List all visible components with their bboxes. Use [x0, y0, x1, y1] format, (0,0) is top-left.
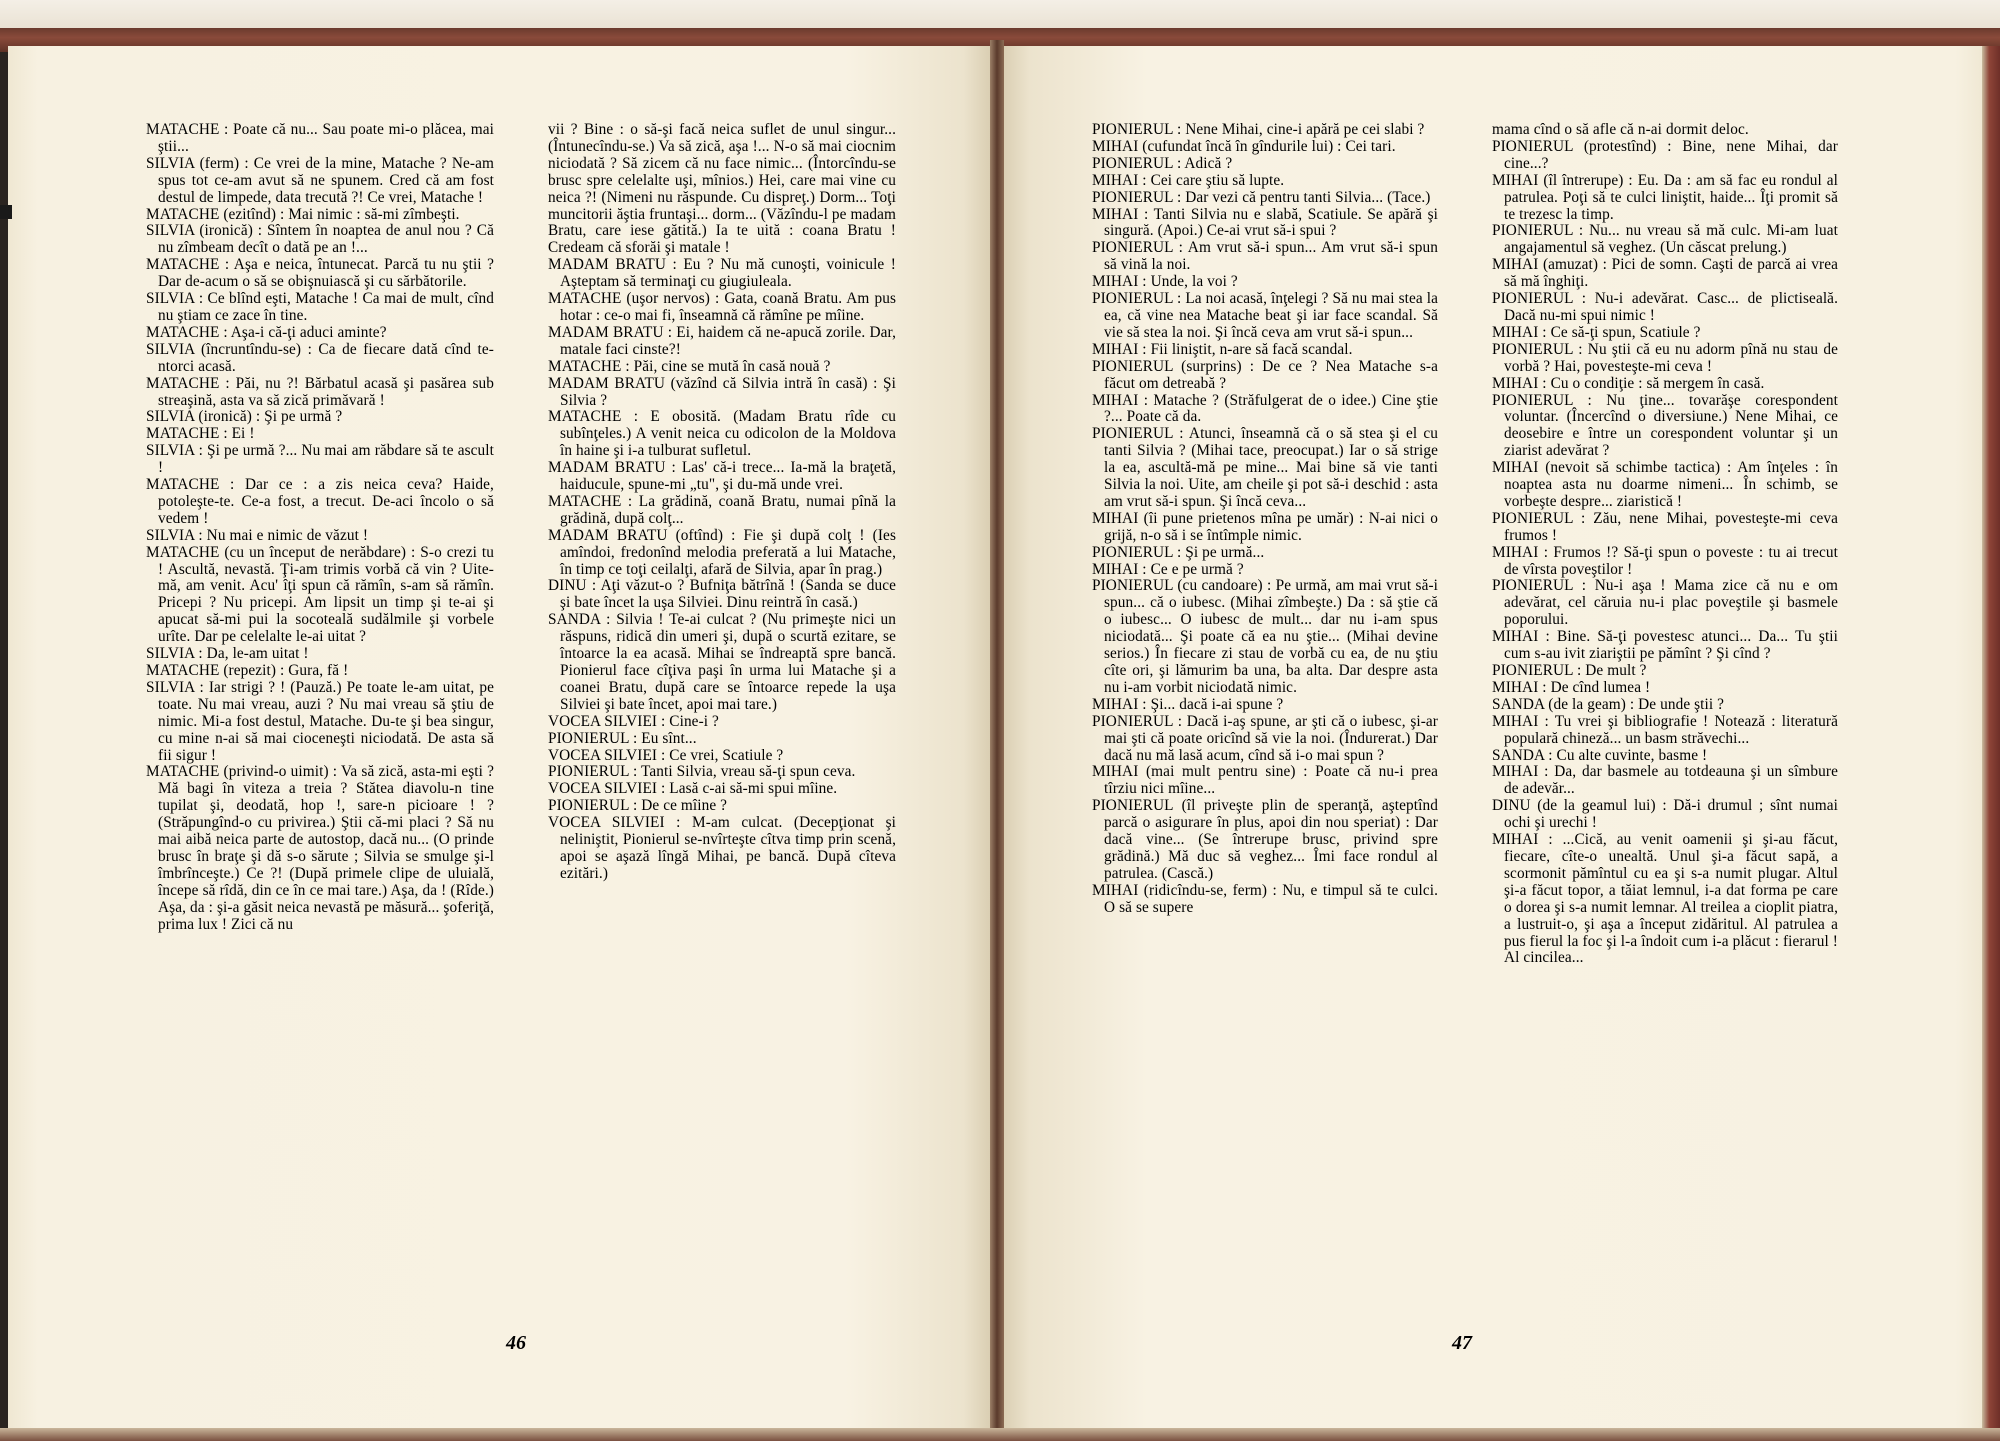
dialogue-line: DINU (de la geamul lui) : Dă-i drumul ; sînt numai ochi şi urechi !: [1492, 797, 1838, 832]
dialogue-line: vii ? Bine : o să-şi facă neica suflet de unul singur... (Întunecîndu-se.) Va să zică, aşa !... N-o să mai ciocnim niciodată ? Să zicem că nu face nimic... (Întorcîndu-se brusc spre celelalte uşi, mînios.) Hei, care mai vine cu neica ?! (Nimeni nu răspunde. Cu dispreţ.) Dorm... Toţi muncitorii ăştia fruntaşi... dorm... (Văzîndu-l pe madam Bratu, care iese gătită.) Ia te uită : coana Bratu ! Credeam că sforăi şi matale !: [548, 121, 896, 257]
dialogue-line: DINU : Aţi văzut-o ? Bufniţa bătrînă ! (Sanda se duce şi bate încet la uşa Silviei. Dinu reintră în casă.): [548, 577, 896, 612]
book-edge-right: [1982, 46, 2000, 1441]
dialogue-line: SILVIA : Ce blînd eşti, Matache ! Ca mai de mult, cînd nu ştiam ce zace în tine.: [146, 290, 494, 324]
dialogue-line: PIONIERUL : Zău, nene Mihai, povesteşte-mi ceva frumos !: [1492, 509, 1838, 544]
dialogue-line: MIHAI (cufundat încă în gîndurile lui) : Cei tari.: [1092, 137, 1396, 155]
dialogue-line: SILVIA (ferm) : Ce vrei de la mine, Matache ? Ne-am spus tot ce-am avut să ne spunem. Cred că am fost destul de limpede, data trecută ?! Ce vrei, Matache !: [146, 154, 494, 206]
right-page-column-2: [1492, 122, 1838, 967]
dialogue-line: SILVIA (încruntîndu-se) : Ca de fiecare dată cînd te-ntorci acasă.: [146, 340, 494, 375]
dialogue-line: MIHAI (mai mult pentru sine) : Poate că nu-i prea tîrziu nici mîine...: [1092, 763, 1438, 798]
dialogue-line: VOCEA SILVIEI : Ce vrei, Scatiule ?: [548, 746, 784, 764]
dialogue-line: PIONIERUL : De mult ?: [1492, 662, 1647, 679]
dialogue-line: MIHAI : ...Cică, au venit oamenii şi şi-au făcut, fiecare, cîte-o unealtă. Unul şi-a făcut sapă, a scormonit pămîntul cu ea şi s-a numit plugar. Altul şi-a făcut topor, a tăiat lemnul, i-a dat forma pe care o dorea şi s-a numit lemnar. Al treilea a cioplit piatra, a lustruit-o, şi aşa a început zidăritul. Al patrulea a pus fierul la foc şi l-a îndoit cum i-a plăcut : fierarul ! Al cincilea...: [1492, 831, 1838, 967]
dialogue-line: MATACHE : Ei !: [146, 425, 255, 443]
dialogue-line: SILVIA (ironică) : Sîntem în noaptea de anul nou ? Că nu zîmbeam decît o dată pe an !...: [146, 222, 494, 257]
dialogue-line: MATACHE (cu un început de nerăbdare) : S-o crezi tu ! Ascultă, nevastă. Ţi-am trimis vorbă că vin ? Uite-mă, am venit. Acu' îţi spun că rămîn, s-am să rămîn. Pricepi ? Nu pricepi. Am lipsit un timp şi te-ai şi apucat să-mi pui la socoteală sudălmile şi vorbele urîte. Dar pe celelalte le-ai uitat ?: [146, 543, 494, 646]
dialogue-line: MIHAI : Tu vrei şi bibliografie ! Notează : literatură populară chineză... un basm străvechi...: [1492, 712, 1838, 747]
dialogue-line: MIHAI : Şi... dacă i-ai spune ?: [1092, 695, 1284, 713]
dialogue-line: MATACHE : La grădină, coană Bratu, numai pînă la grădină, după colţ...: [548, 492, 896, 527]
dialogue-line: VOCEA SILVIEI : Lasă c-ai să-mi spui mîine.: [548, 780, 838, 798]
dialogue-line: MIHAI : Fii liniştit, n-are să facă scandal.: [1092, 340, 1353, 358]
dialogue-line: PIONIERUL : Nu ştii că eu nu adorm pînă nu stau de vorbă ? Hai, povesteşte-mi ceva !: [1492, 340, 1838, 375]
dialogue-line: SANDA : Silvia ! Te-ai culcat ? (Nu primeşte nici un răspuns, ridică din umeri şi, după o scurtă ezitare, se întoarce la ea acasă. Mihai se îndreaptă spre bancă. Pionierul face cîţiva paşi în urma lui Matache şi a coanei Bratu, după care se întoarce repede la uşa Silviei şi bate încet, apoi mai tare.): [548, 611, 896, 713]
dialogue-line: PIONIERUL : Nu... nu vreau să mă culc. Mi-am luat angajamentul să veghez. (Un căscat prelung.): [1492, 222, 1838, 257]
dialogue-line: MATACHE : E obosită. (Madam Bratu rîde cu subînţeles.) A venit neica cu odicolon de la Moldova în haine şi i-a tulburat sufletul.: [548, 408, 896, 460]
dialogue-line: MIHAI : Ce e pe urmă ?: [1092, 560, 1244, 578]
dialogue-line: MIHAI : Unde, la voi ?: [1092, 273, 1238, 291]
dialogue-line: PIONIERUL : Am vrut să-i spun... Am vrut să-i spun să vină la noi.: [1092, 239, 1438, 274]
dialogue-line: MATACHE (uşor nervos) : Gata, coană Bratu. Am pus hotar : ce-o mai fi, înseamnă că rămîne pe mîine.: [548, 290, 896, 324]
dialogue-line: MATACHE : Poate că nu... Sau poate mi-o plăcea, mai ştii...: [146, 121, 494, 155]
dialogue-line: SILVIA : Da, le-am uitat !: [146, 645, 309, 663]
dialogue-line: MADAM BRATU : Ei, haidem că ne-apucă zorile. Dar, matale faci cinste?!: [548, 323, 896, 358]
dialogue-line: PIONIERUL : Şi pe urmă...: [1092, 543, 1265, 561]
dialogue-line: PIONIERUL (cu candoare) : Pe urmă, am mai vrut să-i spun... că o iubesc. (Mihai zîmbeşte.) Da : să ştie că o iubesc... O iubesc de mult... dar nu i-am spus niciodată... Şi poate că ea nu ştie... (Mihai devine serios.) În fiecare zi stau de vorbă cu ea, de nu ştiu cîte ori, şi lămurim ba una, ba alta. Dar despre asta nu i-am vorbit niciodată nimic.: [1092, 577, 1438, 696]
dialogue-line: MATACHE : Aşa-i că-ţi aduci aminte?: [146, 323, 387, 341]
dialogue-line: PIONIERUL : Adică ?: [1092, 154, 1233, 172]
dialogue-line: MATACHE : Păi, cine se mută în casă nouă ?: [548, 357, 831, 375]
dialogue-line: MIHAI : Bine. Să-ţi povestesc atunci... Da... Tu ştii cum s-au ivit ziariştii pe pămînt ? Şi cînd ?: [1492, 628, 1838, 663]
book-edge-bottom: [0, 1428, 2000, 1441]
dialogue-line: MIHAI : Da, dar basmele au totdeauna şi un sîmbure de adevăr...: [1492, 763, 1838, 798]
dialogue-line: PIONIERUL : De ce mîine ?: [548, 797, 728, 815]
left-page-column-2: [548, 122, 896, 883]
dialogue-line: MADAM BRATU (oftînd) : Fie şi după colţ ! (Ies amîndoi, fredonînd melodia preferată a lui Matache, în timp ce toţi ceilalţi, afară de Silvia, apar în prag.): [548, 526, 896, 578]
dialogue-line: SILVIA : Iar strigi ? ! (Pauză.) Pe toate le-am uitat, pe toate. Nu mai vreau, auzi ? Nu mai vreau să ştiu de nimic. Mi-a fost destul, Matache. Du-te şi bea singur, cu mine n-ai să mai cioceneşti niciodată. De asta să fii sigur !: [146, 678, 494, 764]
dialogue-line: MIHAI : De cînd lumea !: [1492, 678, 1651, 696]
dialogue-line: VOCEA SILVIEI : Cine-i ?: [548, 712, 719, 730]
dialogue-line: MIHAI : Cei care ştiu să lupte.: [1092, 171, 1285, 189]
dialogue-line: MIHAI : Tanti Silvia nu e slabă, Scatiule. Se apără şi singură. (Apoi.) Ce-ai vrut să-i spui ?: [1092, 205, 1438, 240]
dialogue-line: VOCEA SILVIEI : M-am culcat. (Decepţionat şi neliniştit, Pionierul se-nvîrteşte cîtva timp prin scenă, apoi se aşază lîngă Mihai, pe bancă. După cîteva ezitări.): [548, 814, 896, 882]
dialogue-line: SILVIA (ironică) : Şi pe urmă ?: [146, 408, 343, 426]
dialogue-line: MIHAI : Matache ? (Străfulgerat de o idee.) Cine ştie ?... Poate că da.: [1092, 391, 1438, 426]
dialogue-line: MATACHE (repezit) : Gura, fă !: [146, 662, 349, 679]
dialogue-line: PIONIERUL : Nu ţine... tovarăşe corespondent voluntar. (Încercînd o diversiune.) Nene Mihai, ce deosebire e între un corespondent voluntar şi un ziarist adevărat ?: [1492, 391, 1838, 460]
dialogue-line: MADAM BRATU : Las' că-i trece... Ia-mă la braţetă, haiducule, spune-mi „tu", şi du-mă unde vrei.: [548, 459, 896, 494]
dialogue-line: PIONIERUL : Dar vezi că pentru tanti Silvia... (Tace.): [1092, 188, 1431, 206]
dialogue-line: MIHAI (ridicîndu-se, ferm) : Nu, e timpul să te culci. O să se supere: [1092, 881, 1438, 916]
dialogue-line: PIONIERUL : La noi acasă, înţelegi ? Să nu mai stea la ea, că vine nea Matache beat şi iar face scandal. Să vie să stea la noi. Şi încă ceva am vrut să-i spun...: [1092, 290, 1438, 341]
dialogue-line: mama cînd o să afle că n-ai dormit deloc.: [1492, 121, 1749, 138]
dialogue-line: PIONIERUL : Tanti Silvia, vreau să-ţi spun ceva.: [548, 763, 856, 781]
dialogue-line: PIONIERUL (surprins) : De ce ? Nea Matache s-a făcut om detreabă ?: [1092, 357, 1438, 392]
dialogue-line: MIHAI : Cu o condiţie : să mergem în casă.: [1492, 374, 1765, 392]
dialogue-line: MIHAI : Ce să-ţi spun, Scatiule ?: [1492, 323, 1701, 341]
dialogue-line: PIONIERUL : Nu-i adevărat. Casc... de plictiseală. Dacă nu-mi spui nimic !: [1492, 290, 1838, 324]
dialogue-line: PIONIERUL : Nene Mihai, cine-i apără pe cei slabi ?: [1092, 121, 1425, 138]
dialogue-line: MIHAI (amuzat) : Pici de somn. Caşti de parcă ai vrea să mă înghiţi.: [1492, 256, 1838, 291]
dialogue-line: SANDA (de la geam) : De unde ştii ?: [1492, 695, 1725, 713]
page-number: 47: [1452, 1332, 1472, 1354]
scan-mark: [0, 205, 12, 219]
dialogue-line: MADAM BRATU (văzînd că Silvia intră în casă) : Şi Silvia ?: [548, 374, 896, 409]
dialogue-line: MIHAI (îi pune prietenos mîna pe umăr) : N-ai nici o grijă, n-o să i se întîmple nimic.: [1092, 509, 1438, 544]
dialogue-line: PIONIERUL : Eu sînt...: [548, 729, 697, 747]
book-spine: [990, 40, 1004, 1441]
dialogue-line: PIONIERUL (protestînd) : Bine, nene Mihai, dar cine...?: [1492, 137, 1838, 172]
page-number: 46: [506, 1332, 526, 1354]
dialogue-line: PIONIERUL (îl priveşte plin de speranţă, aşteptînd parcă o asigurare în plus, apoi din nou speriat) : Dar dacă vine... (Se întrerupe brusc, privind spre grădină.) Mă duc să veghez... Îmi face rondul al patrulea. (Cască.): [1092, 797, 1438, 882]
right-page-column-1: [1092, 122, 1438, 917]
dialogue-line: MATACHE (ezitînd) : Mai nimic : să-mi zîmbeşti.: [146, 205, 460, 223]
dialogue-line: PIONIERUL : Dacă i-aş spune, ar şti că o iubesc, şi-ar mai şti că poate oricînd să vie la noi. (Îndurerat.) Dar dacă nu mă lasă acum, cînd să i-o mai spun ?: [1092, 712, 1438, 764]
dialogue-line: MIHAI : Frumos !? Să-ţi spun o poveste : tu ai trecut de vîrsta poveştilor !: [1492, 543, 1838, 578]
dialogue-line: PIONIERUL : Nu-i aşa ! Mama zice că nu e om adevărat, cel căruia nu-i plac poveştile şi basmele poporului.: [1492, 577, 1838, 629]
dialogue-line: MATACHE : Păi, nu ?! Bărbatul acasă şi pasărea sub streaşină, asta va să zică primăvară !: [146, 374, 494, 409]
dialogue-line: MIHAI (nevoit să schimbe tactica) : Am înţeles : în noaptea asta nu doarme nimeni... În schimb, se vorbeşte despre... ziaristică !: [1492, 459, 1838, 510]
dialogue-line: MIHAI (îl întrerupe) : Eu. Da : am să fac eu rondul al patrulea. Poţi să te culci liniştit, haide... Îţi promit să te trezesc la timp.: [1492, 171, 1838, 223]
dialogue-line: MADAM BRATU : Eu ? Nu mă cunoşti, voinicule ! Aşteptam să terminaţi cu giugiuleala.: [548, 256, 896, 291]
dialogue-line: SILVIA : Şi pe urmă ?... Nu mai am răbdare să te ascult !: [146, 442, 494, 477]
dialogue-line: SILVIA : Nu mai e nimic de văzut !: [146, 526, 369, 544]
dialogue-line: MATACHE (privind-o uimit) : Va să zică, asta-mi eşti ? Mă bagi în viteza a treia ? Stătea diavolu-n tine tupilat şi, deodată, hop !, sare-n picioare ! ? (Străpungînd-o cu privirea.) Ştii că-mi placi ? Să nu mai aibă neica parte de autostop, dacă nu... (O prinde brusc în braţe şi dă s-o sărute ; Silvia se smulge şi-l îmbrînceşte.) Ce ?! (După primele clipe de uluială, începe să rîdă, din ce în ce mai tare.) Aşa, da ! (Rîde.) Aşa, da : şi-a găsit neica nevastă pe măsură... şoferiţă, prima lux ! Zici că nu: [146, 763, 494, 933]
dialogue-line: SANDA : Cu alte cuvinte, basme !: [1492, 746, 1708, 764]
dialogue-line: MATACHE : Dar ce : a zis neica ceva? Haide, potoleşte-te. Ce-a fost, a trecut. De-aci încolo o să vedem !: [146, 476, 494, 527]
dialogue-line: MATACHE : Aşa e neica, întunecat. Parcă tu nu ştii ? Dar de-acum o să se obişnuiască şi cu sărbătorile.: [146, 256, 494, 291]
left-page-column-1: [146, 122, 494, 934]
dialogue-line: PIONIERUL : Atunci, înseamnă că o să stea şi el cu tanti Silvia ? (Mihai tace, preocupat.) Iar o să strige la ea, ascultă-mă pe mine... Mai bine să vie tanti Silvia la noi. Uite, am cheile şi pot să-i deschid : asta am vrut să-i spun. Şi încă ceva...: [1092, 425, 1438, 510]
